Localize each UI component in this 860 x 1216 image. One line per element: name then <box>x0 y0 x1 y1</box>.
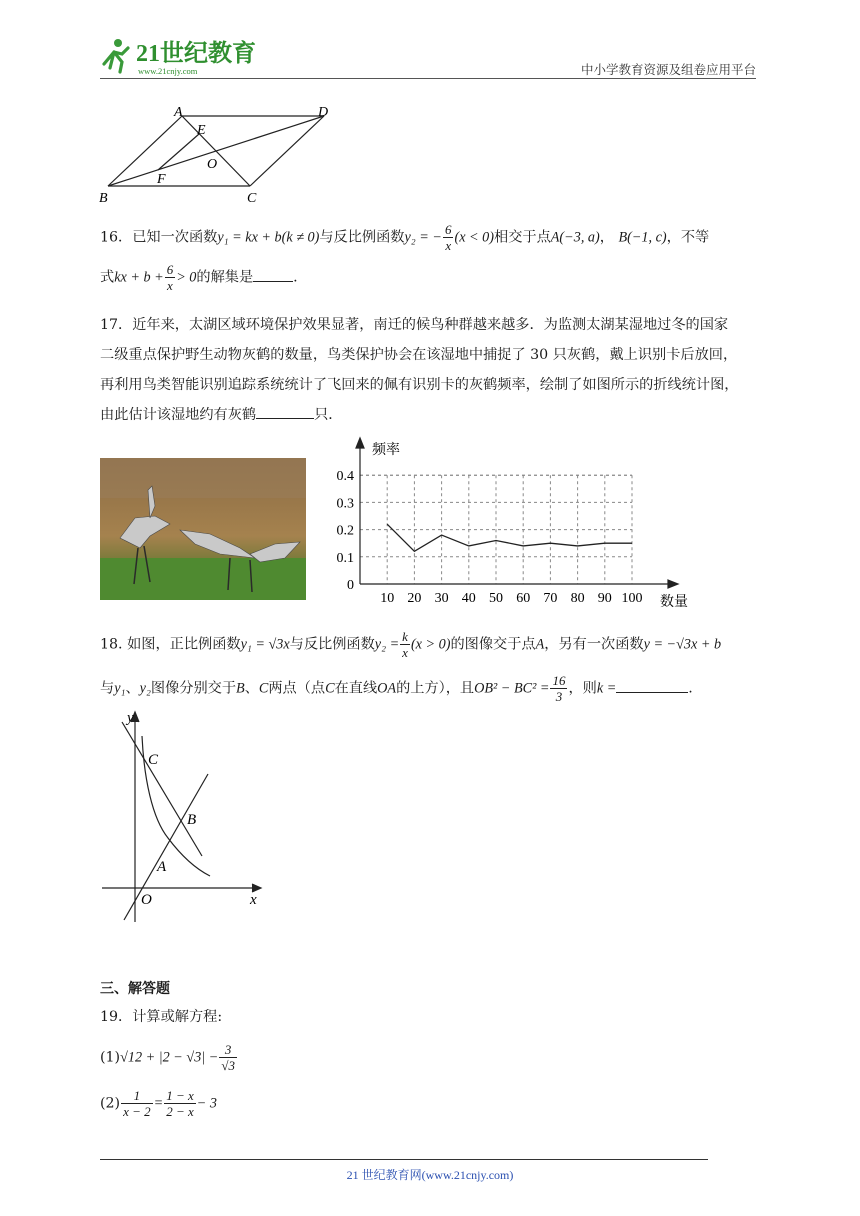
q17-line-4 <box>100 400 760 430</box>
label-A: A <box>174 105 183 120</box>
q18-sep-2: 、 <box>244 680 259 697</box>
q16-ineq-num: 6 <box>166 262 174 277</box>
q16-text-1: 16．已知一次函数 <box>100 229 218 246</box>
label-C: C <box>247 191 257 206</box>
parallelogram-figure <box>96 102 336 210</box>
q18-cond: OB² − BC² = <box>474 680 550 697</box>
q16-ineq-fraction <box>165 262 176 293</box>
chart-xlabel: 数量 <box>660 595 688 610</box>
q18-text-4: ，另有一次函数 <box>544 636 644 653</box>
q18-frac-den: 3 <box>555 689 563 704</box>
q18-y2-pre: y₂ = <box>374 636 400 653</box>
chart-y-tick-label: 0.4 <box>336 469 354 485</box>
q18-y2-cond: (x > 0) <box>410 636 451 653</box>
q18-sep: 、 <box>125 680 140 697</box>
q18-line-expr: y = −√3x + b <box>643 636 722 653</box>
q16-text-6: 的解集是 <box>196 269 254 286</box>
q18-answer-blank[interactable] <box>616 678 688 693</box>
chart-x-tick-label: 60 <box>516 591 531 606</box>
q18-B: B <box>236 680 245 697</box>
q16-y2-num: 6 <box>444 222 452 237</box>
q18-y1-expr: y₁ = √3x <box>240 636 290 653</box>
q19-p2-fraction-2 <box>164 1088 196 1119</box>
q18-C-2: C <box>325 680 335 697</box>
q16-text-3: 相交于点 <box>494 229 551 246</box>
q16-y2-cond: (x < 0) <box>454 229 494 246</box>
x-axis-arrow-icon <box>668 580 678 588</box>
q19-p2-num1: 1 <box>121 1088 153 1104</box>
q18-C: C <box>258 680 269 697</box>
q18-OA: OA <box>377 680 397 697</box>
q18-y2-den: x <box>402 645 408 660</box>
chart-x-tick-label: 30 <box>434 591 449 606</box>
chart-x-tick-label: 40 <box>461 591 476 606</box>
q16-y2-fraction <box>443 222 454 253</box>
runner-logo-icon <box>104 39 128 72</box>
q19-p1-den: √3 <box>221 1058 235 1073</box>
q16-ineq-right: > 0 <box>176 269 197 286</box>
question-19-part1 <box>100 1042 760 1073</box>
q16-ineq-left: kx + b + <box>114 269 164 286</box>
q16-y2-den: x <box>445 238 452 253</box>
q18-text-3: 的图像交于点 <box>450 636 536 653</box>
platform-name: 中小学教育资源及组卷应用平台 <box>580 62 756 77</box>
question-16-line1: 16．已知一次函数y₁ = kx + b(k ≠ 0)与反比例函数y₂ = − $\frac{6}{x}$ (x < 0)相交于点A(−3, a)， B(−1, c)，不等 <box>100 222 710 253</box>
chart-x-tick-label: 20 <box>407 591 422 606</box>
q16-y2-prefix: y₂ = − <box>404 229 442 246</box>
chart-y-tick-label: 0.3 <box>336 496 354 512</box>
fig18-label-C: C <box>148 752 159 768</box>
chart-x-tick-label: 10 <box>380 591 395 606</box>
q16-answer-blank[interactable] <box>253 267 293 282</box>
q19-p2-den1: x − 2 <box>123 1104 151 1119</box>
q17-line-3: 再利用鸟类智能识别追踪系统统计了飞回来的佩有识别卡的灰鹤频率，绘制了如图所示的折线统计图， <box>100 377 739 393</box>
q19-p2-den2: 2 − x <box>166 1104 194 1119</box>
chart-x-tick-label: 70 <box>543 591 558 606</box>
fig18-line-y3 <box>122 722 202 856</box>
q16-text-4: ，不等 <box>666 229 710 246</box>
section-title: 三、解答题 <box>100 981 170 997</box>
label-D: D <box>318 105 329 120</box>
chart-series-line <box>387 524 632 551</box>
q18-end: . <box>688 680 693 697</box>
q16-end: . <box>293 269 298 286</box>
q16-y1-expr: y₁ = kx + b(k ≠ 0) <box>217 229 320 246</box>
q18-text-5: 与 <box>100 680 115 697</box>
q17-line-4-end: 只． <box>314 407 343 423</box>
y-axis-arrow-icon <box>356 438 364 448</box>
crane-photo <box>100 458 306 600</box>
question-16-line2 <box>100 262 760 293</box>
q18-text-9: 的上方），且 <box>396 680 475 697</box>
chart-x-tick-label: 100 <box>621 591 643 606</box>
q16-ineq-den: x <box>167 278 173 293</box>
label-O: O <box>207 157 218 172</box>
q18-text-8: 在直线 <box>334 680 378 697</box>
chart-ylabel: 频率 <box>372 443 400 458</box>
chart-y-tick-label: 0.1 <box>336 550 354 566</box>
q19-p2-eq: = <box>153 1095 164 1112</box>
site-logo <box>96 34 266 78</box>
fig18-label-B: B <box>187 812 197 828</box>
chart-x-tick-label: 90 <box>597 591 612 606</box>
q19-p2-fraction-1 <box>121 1088 153 1119</box>
chart-y-tick-label: 0 <box>347 578 354 593</box>
question-18-line2 <box>100 673 780 704</box>
q19-p1-expr: √12 + |2 − √3| − <box>120 1049 219 1066</box>
q19-p1-label: (1) <box>100 1049 121 1066</box>
fig18-x-arrow-icon <box>252 884 261 892</box>
q18-text-1: 18. 如图，正比例函数 <box>100 636 241 653</box>
fig18-label-y: y <box>127 710 134 726</box>
function-graph-figure <box>98 708 268 928</box>
q17-answer-blank[interactable] <box>256 404 314 419</box>
q18-frac-num: 16 <box>552 673 566 688</box>
q17-line-2: 二级重点保护野生动物灰鹤的数量，鸟类保护协会在该湿地中捕捉了 30 只灰鹤，戴上识别卡后放回， <box>100 347 738 363</box>
question-19-title: 19．计算或解方程: <box>100 1009 223 1025</box>
label-B: B <box>99 191 108 206</box>
q18-y2-fraction <box>400 629 410 660</box>
footer-text: 21 世纪教育网(www.21cnjy.com) <box>346 1168 514 1182</box>
q18-y1: y₁ <box>114 680 126 697</box>
chart-y-tick-label: 0.2 <box>336 523 354 539</box>
q18-y2-num: k <box>402 629 408 644</box>
q18-k-eq: k = <box>596 680 617 697</box>
chart-x-tick-label: 80 <box>570 591 585 606</box>
fig18-label-x: x <box>250 892 257 908</box>
question-17 <box>100 310 760 430</box>
header-divider <box>100 78 756 79</box>
q19-p2-tail: − 3 <box>196 1095 217 1112</box>
chart-x-tick-label: 50 <box>489 591 503 606</box>
label-E: E <box>197 123 206 138</box>
logo-url: www.21cnjy.com <box>138 66 198 76</box>
fig18-label-O: O <box>141 892 152 908</box>
q18-text-2: 与反比例函数 <box>289 636 375 653</box>
q19-p1-num: 3 <box>219 1042 237 1058</box>
q19-p2-num2: 1 − x <box>166 1088 194 1103</box>
q16-point-B: B(−1, c) <box>618 229 667 246</box>
q16-text-5: 式 <box>100 269 115 286</box>
q18-text-7: 两点（点 <box>268 680 326 697</box>
q17-line-1: 17．近年来，太湖区域环境保护效果显著，南迁的候鸟种群越来越多．为监测太湖某湿地过冬的国家 <box>100 317 729 333</box>
q19-p1-fraction <box>219 1042 237 1073</box>
frequency-line-chart <box>326 434 698 616</box>
question-19-part2 <box>100 1088 760 1119</box>
logo-text: 21世纪教育 <box>136 41 256 67</box>
q16-point-A: A(−3, a) <box>550 229 600 246</box>
q18-y2: y₂ <box>139 680 151 697</box>
label-F: F <box>157 172 166 187</box>
q16-text-2: 与反比例函数 <box>319 229 405 246</box>
q19-p2-label: (2) <box>100 1095 121 1112</box>
q18-point-A: A <box>535 636 545 653</box>
question-18-line1 <box>100 629 780 660</box>
q18-cond-fraction <box>550 673 567 704</box>
q17-line-4-text: 由此估计该湿地约有灰鹤 <box>100 407 257 423</box>
q18-text-6: 图像分别交于 <box>150 680 237 697</box>
footer-divider <box>100 1159 708 1160</box>
q18-text-10: ，则 <box>568 680 597 697</box>
fig18-label-A: A <box>157 859 167 875</box>
